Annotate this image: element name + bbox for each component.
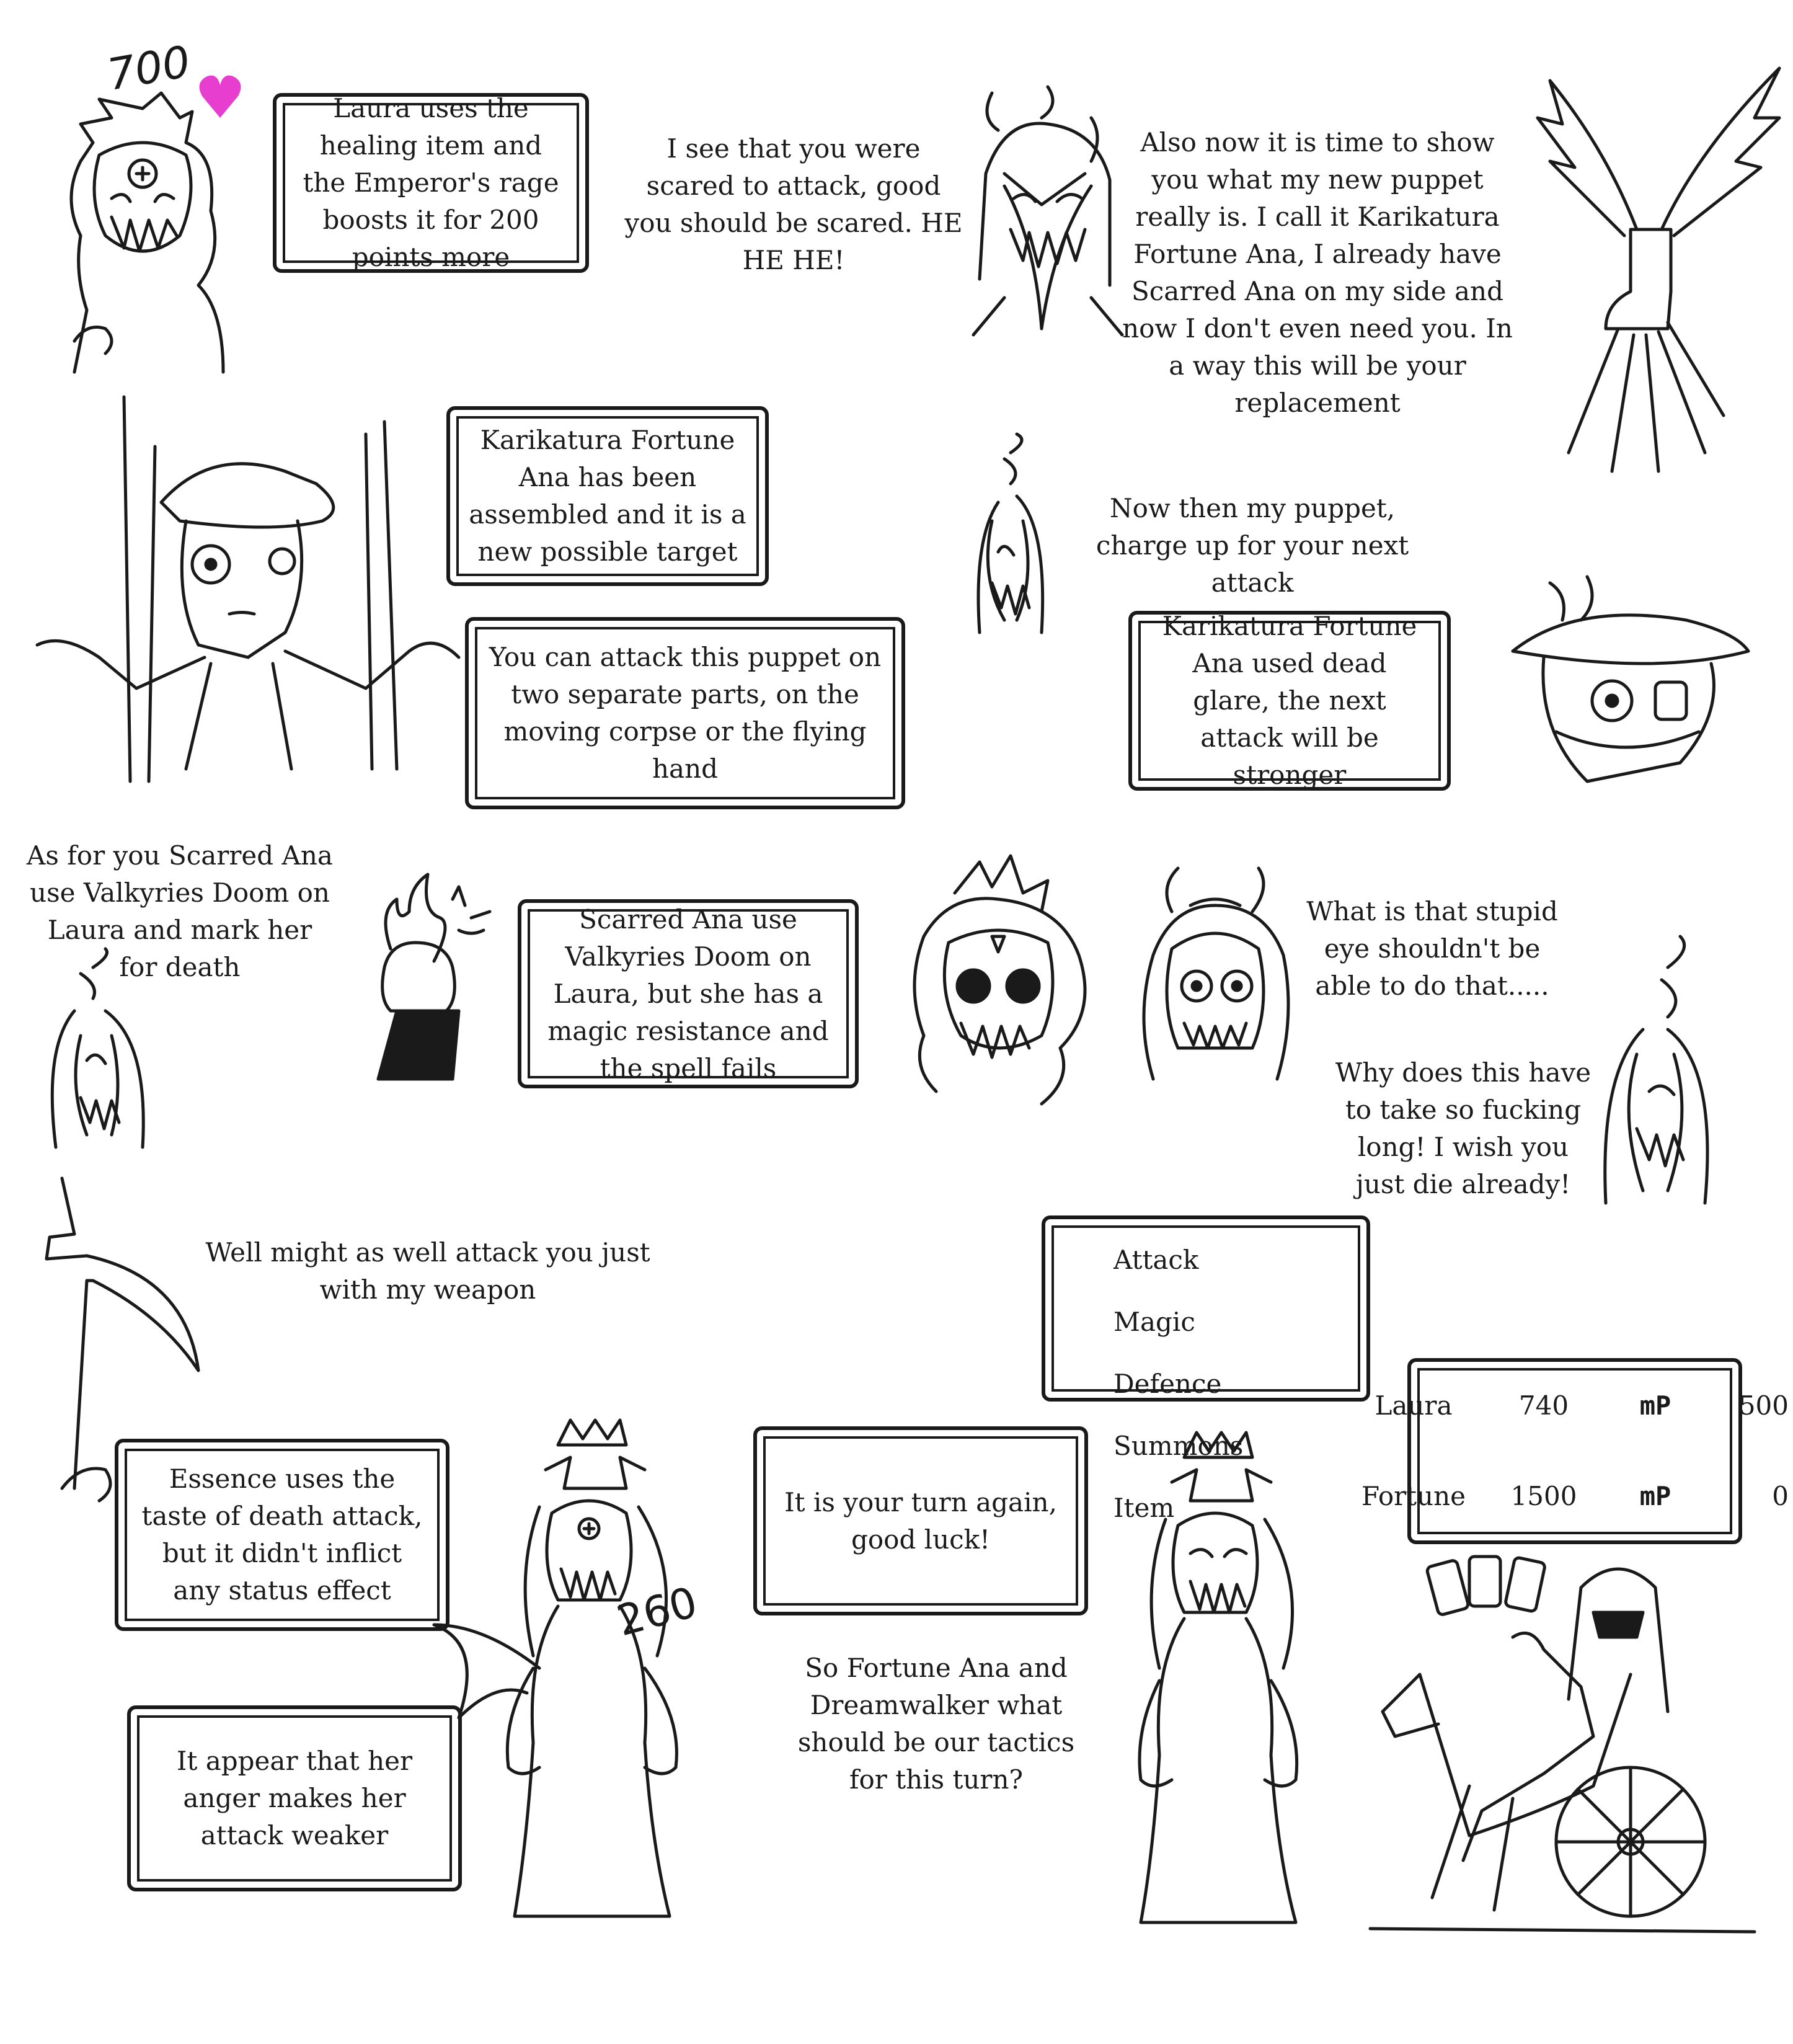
menu-item-attack[interactable]: Attack — [1113, 1245, 1199, 1275]
party-status-box — [1361, 1358, 1789, 1544]
dialogue-tactics: So Fortune Ana and Dreamwalker what should be our tactics for this turn? — [797, 1653, 1075, 1795]
dialogue-attack-weapon: Well might as well attack you just with my weapon — [205, 1237, 650, 1305]
status-mp-label: mP — [1639, 1390, 1671, 1421]
dialogue-karikatura-reveal: Also now it is time to show you what my new puppet really is. I call it Karikatura Fortune Ana, I already have Scarred Ana on my side and now I don't even need you. In a way this will be your replacement — [1122, 127, 1513, 418]
narration-box-spell-fails: Scarred Ana use Valkyries Doom on Laura, but she has a magic resistance and the spell fails — [518, 899, 859, 1088]
dialogue-charge-up: Now then my puppet, charge up for your next attack — [1096, 493, 1409, 598]
laura-shocked-portrait — [899, 843, 1097, 1104]
status-name: Laura — [1375, 1390, 1453, 1421]
status-hp: 740 — [1518, 1390, 1569, 1421]
scarred-ana-portrait-left — [43, 949, 155, 1160]
dreamwalker-wheelchair-figure — [1358, 1550, 1767, 1935]
scarred-ana-portrait-right — [1593, 930, 1717, 1215]
menu-item-defence[interactable]: Defence — [1113, 1369, 1222, 1399]
menu-item-magic[interactable]: Magic — [1113, 1307, 1195, 1337]
fortune-ana-hat-portrait — [1500, 558, 1761, 794]
dialogue-take-so-long: Why does this have to take so fucking long! I wish you just die already! — [1335, 1057, 1592, 1199]
status-mp: 500 — [1738, 1390, 1789, 1421]
heart-icon — [198, 71, 242, 121]
dialogue-stupid-eye: What is that stupid eye shouldn't be able to do that..... — [1306, 896, 1558, 1001]
narration-box-taste-of-death: Essence uses the taste of death attack, but it didn't inflict any status effect — [115, 1439, 449, 1631]
narration-box-healing: Laura uses the healing item and the Emperor's rage boosts it for 200 points more — [273, 93, 589, 273]
status-mp-label: mP — [1639, 1481, 1671, 1511]
narration-box-your-turn: It is your turn again, good luck! — [753, 1426, 1088, 1615]
narration-box-assembled: Karikatura Fortune Ana has been assembled and it is a new possible target — [446, 406, 769, 586]
menu-item-summons[interactable]: Summons — [1113, 1431, 1244, 1461]
flaming-fist-icon — [366, 874, 508, 1085]
status-row-laura — [1342, 1375, 1793, 1437]
damage-number: 260 — [611, 1578, 702, 1646]
puppeteer-grin-portrait — [967, 81, 1128, 341]
overhead-number: 700 — [104, 36, 194, 100]
fortune-ana-puppet-figure — [25, 397, 459, 781]
battle-command-menu — [1042, 1215, 1370, 1523]
dialogue-valkyries-command: As for you Scarred Ana use Valkyries Doom on Laura and mark her for death — [27, 840, 333, 982]
narration-box-attack-parts: You can attack this puppet on two separate parts, on the moving corpse or the flying hand — [465, 617, 905, 809]
dialogue-scared: I see that you were scared to attack, good you should be scared. HE HE HE! — [624, 133, 963, 275]
flying-hand-figure — [1513, 56, 1786, 478]
status-hp: 1500 — [1510, 1481, 1577, 1511]
narration-box-dead-glare: Karikatura Fortune Ana used dead glare, the next attack will be stronger — [1128, 611, 1451, 791]
essence-queen-figure-left — [422, 1420, 769, 1929]
status-mp: 0 — [1772, 1481, 1789, 1511]
menu-item-item[interactable]: Item — [1113, 1493, 1175, 1523]
scarred-ana-portrait-small — [967, 434, 1054, 639]
status-row-fortune — [1342, 1465, 1793, 1527]
puppeteer-shocked-portrait — [1135, 868, 1296, 1091]
narration-box-anger: It appear that her anger makes her attack weaker — [127, 1705, 462, 1891]
status-name: Fortune — [1361, 1481, 1466, 1511]
